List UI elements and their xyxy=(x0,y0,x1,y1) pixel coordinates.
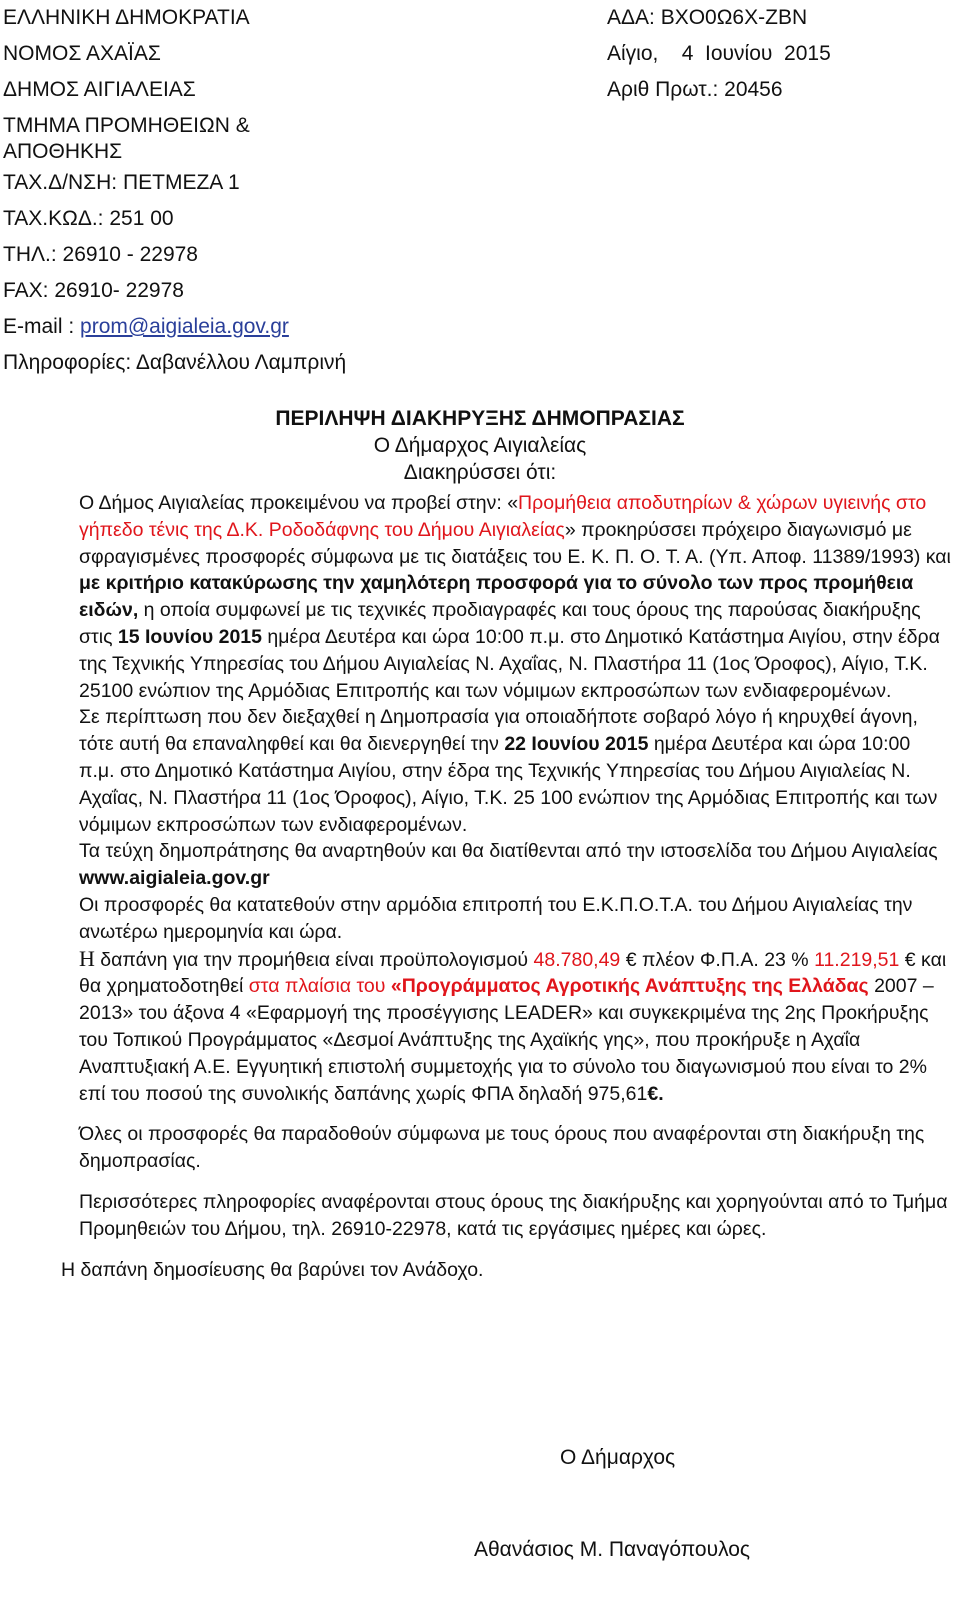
body-text xyxy=(61,490,951,1283)
sender-department-line2: ΑΠΟΘΗΚΗΣ xyxy=(3,140,123,163)
paragraph-6 xyxy=(61,1121,951,1175)
p1-text-2: » προκηρύσσει πρόχειρο διαγωνισμό με σφραγισμένες προσφορές σύμφωνα με τις διατάξεις του Ε. Κ. Π. Ο. Τ. Α. (Υπ. Αποφ. 11389/1993) και xyxy=(79,518,951,568)
sender-block xyxy=(3,0,346,381)
paragraph-4 xyxy=(61,892,951,946)
p7-text: Περισσότερες πληροφορίες αναφέρονται στους όρους της διακήρυξης και χορηγούνται από το Τμήμα Προμηθειών του Δήμου, τηλ. 26910-22978, κατά τις εργάσιμες ημέρες και ώρες. xyxy=(79,1190,948,1240)
p2-date: 22 Ιουνίου 2015 xyxy=(504,733,649,756)
sender-postcode: ΤΑΧ.ΚΩΔ.: 251 00 xyxy=(3,207,174,230)
p1-text: Ο Δήμος Αιγιαλείας προκειμένου να προβεί στην: « xyxy=(79,492,519,514)
p5-framework: στα πλαίσια του xyxy=(248,975,391,998)
sender-address: ΤΑΧ.Δ/ΝΣΗ: ΠΕΤΜΕΖΑ 1 xyxy=(3,171,240,194)
p8-text: Η δαπάνη δημοσίευσης θα βαρύνει τον Ανάδοχο. xyxy=(61,1258,484,1281)
paragraph-2 xyxy=(61,704,951,838)
p5-text: δαπάνη για την προμήθεια είναι προϋπολογισμού xyxy=(94,948,534,971)
p1-criterion: με κριτήριο κατακύρωσης την χαμηλότερη προσφορά για το σύνολο των προς προμήθεια ειδών, xyxy=(79,572,914,622)
sender-info: Πληροφορίες: Δαβανέλλου Λαμπρινή xyxy=(3,351,347,374)
paragraph-5 xyxy=(61,946,951,1108)
p6-text: Όλες οι προσφορές θα παραδοθούν σύμφωνα με τους όρους που αναφέρονται στη διακήρυξη της δημοπρασίας. xyxy=(79,1123,925,1173)
sender-email-row xyxy=(3,309,346,345)
p2-text-2: ημέρα Δευτέρα και ώρα 10:00 π.μ. στο Δημοτικό Κατάστημα Αιγίου, στην έδρα της Τεχνικής Υπηρεσίας του Δήμου Αιγιαλείας Ν. Αχαΐας, Ν. Πλαστήρα 11 (1ος Όροφος), Αίγιο, Τ.Κ. 25 100 ενώπιον της Αρμόδιας Επιτροπής και των νόμιμων εκπροσώπων των ενδιαφερομένων. xyxy=(79,733,938,836)
signature-name: Αθανάσιος Μ. Παναγόπουλος xyxy=(474,1538,751,1561)
document-title: ΠΕΡΙΛΗΨΗ ΔΙΑΚΗΡΥΞΗΣ ΔΗΜΟΠΡΑΣΙΑΣ xyxy=(275,407,685,430)
signature-role: Ο Δήμαρχος xyxy=(560,1446,676,1469)
p4-text: Οι προσφορές θα κατατεθούν στην αρμόδια επιτροπή του Ε.Κ.Π.Ο.Τ.Α. του Δήμου Αιγιαλείας την ανωτέρω ημερομηνία και ώρα. xyxy=(79,893,913,943)
paragraph-7 xyxy=(61,1189,951,1243)
p5-initial: Η xyxy=(79,945,95,971)
sender-country: ΕΛΛΗΝΙΚΗ ΔΗΜΟΚΡΑΤΙΑ xyxy=(3,6,250,29)
sender-prefecture: ΝΟΜΟΣ ΑΧΑΪΑΣ xyxy=(3,42,161,65)
p5-euro: €. xyxy=(647,1082,664,1105)
paragraph-1 xyxy=(61,490,951,704)
p5-budget: 48.780,49 xyxy=(533,948,621,971)
sender-department-line1: ΤΜΗΜΑ ΠΡΟΜΗΘΕΙΩΝ & xyxy=(3,114,250,137)
p1-date: 15 Ιουνίου 2015 xyxy=(117,625,262,648)
p1-subject: Προμήθεια αποδυτηρίων & χώρων υγιεινής στο γήπεδο τένις της Δ.Κ. Ροδοδάφνης του Δήμου Αιγιαλείας xyxy=(79,492,927,541)
p1-text-3: η οποία συμφωνεί με τις τεχνικές προδιαγραφές και τους όρους της παρούσας διακήρυξης στις xyxy=(79,599,921,648)
email-label: E-mail : xyxy=(3,315,81,338)
p5-vat-amount: 11.219,51 xyxy=(814,948,900,971)
paragraph-3 xyxy=(61,838,951,892)
p5-text-2: € και θα χρηματοδοτηθεί xyxy=(79,948,947,998)
p3-website: www.aigialeia.gov.gr xyxy=(79,867,270,890)
reference-block xyxy=(607,0,831,108)
sender-fax: FAX: 26910- 22978 xyxy=(3,279,184,302)
p5-text-3: 2007 – 2013» του άξονα 4 «Εφαρμογή της προσέγγισης LEADER» και συγκεκριμένα της 2ης Προκήρυξης του Τοπικού Προγράμματος «Δεσμοί Ανάπτυξης της Αχαϊκής γης», που προκήρυξε η Αχαΐα Αναπτυξιακή Α.Ε. Εγγυητική επιστολή συμμετοχής για το σύνολο του διαγωνισμού που είναι το 2% επί του ποσού της συνολικής δαπάνης χωρίς ΦΠΑ δηλαδή 975,61 xyxy=(79,975,934,1105)
document-date: Αίγιο, 4 Ιουνίου 2015 xyxy=(607,42,831,65)
sender-phone: ΤΗΛ.: 26910 - 22978 xyxy=(3,243,198,266)
p2-text: Σε περίπτωση που δεν διεξαχθεί η Δημοπρασία για οποιαδήποτε σοβαρό λόγο ή κηρυχθεί άγονη, τότε αυτή θα επαναληφθεί και θα διενεργηθεί την xyxy=(79,706,918,756)
p3-text: Τα τεύχη δημοπράτησης θα αναρτηθούν και θα διατίθενται από την ιστοσελίδα του Δήμου Αιγιαλείας xyxy=(79,840,938,863)
p1-text-4: ημέρα Δευτέρα και ώρα 10:00 π.μ. στο Δημοτικό Κατάστημα Αιγίου, στην έδρα της Τεχνικής Υπηρεσίας του Δήμου Αιγιαλείας Ν. Αχαΐας, Ν. Πλαστήρα 11 (1ος Όροφος), Αίγιο, Τ.Κ. 25100 ενώπιον της Αρμόδιας Επιτροπής και των νόμιμων εκπροσώπων των ενδιαφερομένων. xyxy=(79,625,940,702)
sender-department xyxy=(3,113,346,165)
email-link[interactable]: prom@aigialeia.gov.gr xyxy=(80,315,289,338)
p5-vat: € πλέον Φ.Π.Α. 23 % xyxy=(620,948,815,971)
ada-number: ΑΔΑ: ΒΧΟ0Ω6Χ-ΖΒΝ xyxy=(607,6,808,29)
document-subtitle-2: Διακηρύσσει ότι: xyxy=(403,461,557,484)
title-block xyxy=(0,405,960,486)
p5-programme: «Προγράμματος Αγροτικής Ανάπτυξης της Ελλάδας xyxy=(390,975,869,998)
protocol-number: Αριθ Πρωτ.: 20456 xyxy=(607,78,783,101)
sender-municipality: ΔΗΜΟΣ ΑΙΓΙΑΛΕΙΑΣ xyxy=(3,78,196,101)
document-subtitle: Ο Δήμαρχος Αιγιαλείας xyxy=(373,434,587,457)
paragraph-8 xyxy=(61,1257,951,1284)
